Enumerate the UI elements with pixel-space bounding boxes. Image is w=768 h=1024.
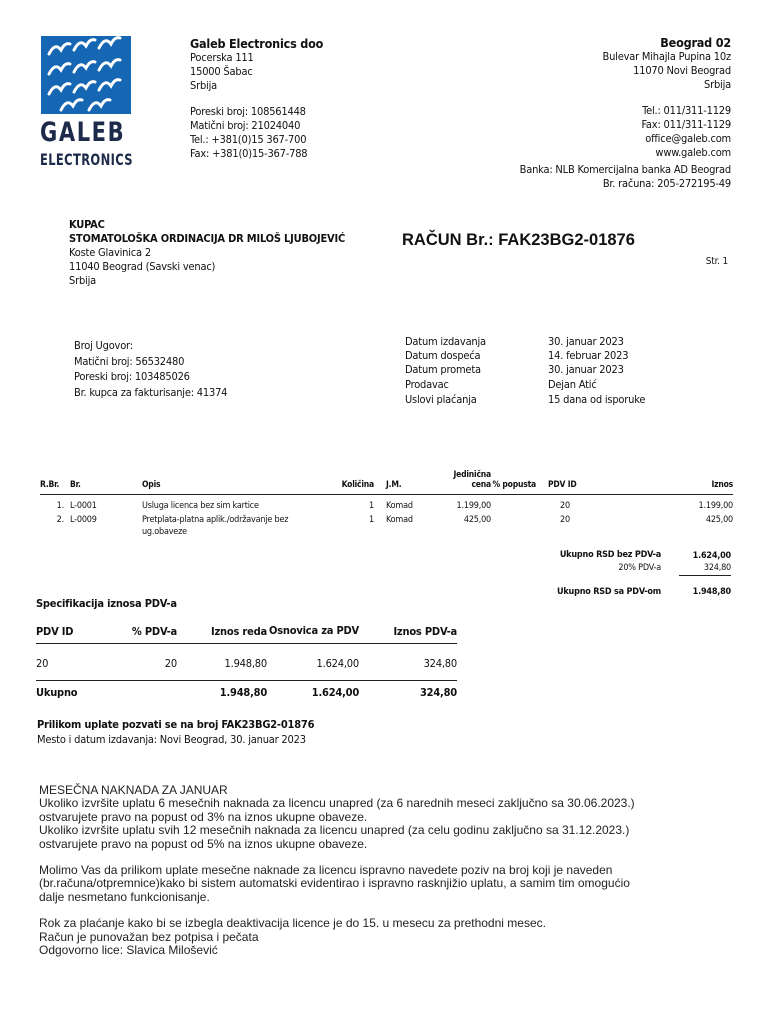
logo-name: GALEB	[40, 117, 126, 148]
date-row	[405, 377, 645, 393]
totals-row	[557, 587, 731, 597]
cell-iznos: 425,00	[705, 514, 733, 525]
totals-block	[557, 549, 731, 597]
date-row	[405, 335, 645, 349]
cell-rbr: 2.	[56, 514, 64, 525]
cell-jm: Komad	[386, 514, 413, 525]
branch-fax: Fax: 011/311-1129	[641, 118, 731, 131]
payment-info	[37, 717, 314, 747]
total-net-label: Ukupno RSD bez PDV-a	[559, 550, 661, 560]
issue-place-date: Mesto i datum izdavanja: Novi Beograd, 30. januar 2023	[37, 733, 306, 746]
note-line: Rok za plaćanje kako bi se izbegla deaktivacija licence je do 15. u mesecu za prethodni mesec.	[39, 916, 546, 931]
company-reg-id: Matični broj: 21024040	[190, 119, 301, 132]
company-fax: Fax: +381(0)15-367-788	[190, 147, 308, 160]
contract-number: Broj Ugovor:	[74, 339, 133, 352]
vat-col-pct: % PDV-a	[131, 625, 177, 638]
col-header-jm: J.M.	[386, 480, 402, 490]
branch-phone: Tel.: 011/311-1129	[642, 104, 731, 117]
date-label: Datum izdavanja	[405, 335, 486, 348]
company-address-line: Srbija	[190, 79, 217, 92]
buyer-block	[69, 218, 345, 288]
company-address-line: Pocerska 111	[190, 51, 254, 64]
seagull-icon	[41, 36, 131, 114]
col-header-iznos: Iznos	[711, 480, 733, 490]
branch-bank: Banka: NLB Komercijalna banka AD Beograd	[519, 163, 731, 176]
cell-cena: 1.199,00	[456, 500, 491, 511]
buyer-name: STOMATOLOŠKA ORDINACIJA DR MILOŠ LJUBOJEVIĆ	[69, 232, 346, 245]
col-header-cena: Jedinična cena	[453, 470, 491, 490]
company-tax-id: Poreski broj: 108561448	[190, 105, 306, 118]
date-value: 30. januar 2023	[548, 335, 624, 348]
date-row	[405, 363, 645, 377]
branch-name: Beograd 02	[660, 35, 731, 50]
totals-row	[557, 549, 731, 562]
cell-kolicina: 1	[369, 514, 374, 525]
invoice-title: RAČUN Br.: FAK23BG2-01876	[402, 231, 635, 249]
col-header-popust: % popusta	[492, 480, 536, 490]
payment-reference: Prilikom uplate pozvati se na broj FAK23BG2-01876	[37, 718, 315, 731]
vat-total-label: Ukupno	[36, 686, 78, 700]
vat-spec-table	[36, 612, 457, 700]
table-row	[40, 494, 733, 512]
total-gross-value: 1.948,80	[692, 587, 731, 597]
note-line: ostvarujete pravo na popust od 3% na iznos ukupne obaveze.	[39, 809, 368, 824]
page-number: Str. 1	[705, 256, 728, 267]
col-header-kolicina: Količina	[341, 480, 374, 490]
vat-col-pdv-id: PDV ID	[36, 625, 74, 638]
note-heading: MESEČNA NAKNADA ZA JANUAR	[39, 783, 228, 797]
date-label: Uslovi plaćanja	[405, 393, 477, 406]
cell-iznos: 1.199,00	[698, 500, 733, 511]
cell-popust	[491, 512, 536, 538]
branch-address-line: Bulevar Mihajla Pupina 10z	[602, 50, 731, 63]
company-phone: Tel.: +381(0)15 367-700	[190, 133, 307, 146]
vat-total-iznos-pdv: 324,80	[420, 686, 457, 700]
buyer-address-line: Srbija	[69, 274, 96, 287]
buyer-tax-id: Poreski broj: 103485026	[74, 370, 190, 383]
date-value: 15 dana od isporuke	[548, 393, 646, 406]
cell-cena: 425,00	[463, 514, 491, 525]
date-value: 14. februar 2023	[548, 349, 629, 362]
cell-br: L-0001	[70, 500, 97, 511]
note-line: Molimo Vas da prilikom uplate mesečne naknade za licencu ispravno navedete poziv na broj koji je naveden	[39, 863, 613, 878]
cell-br: L-0009	[70, 514, 97, 525]
col-header-rbr: R.Br.	[40, 480, 60, 490]
company-block	[190, 36, 323, 161]
branch-account: Br. računa: 205-272195-49	[602, 177, 731, 190]
vat-cell-iznos-reda: 1.948,80	[224, 656, 267, 670]
total-vat-value: 324,80	[679, 562, 731, 575]
buyer-address-line: Koste Glavinica 2	[69, 246, 151, 259]
cell-popust	[491, 494, 536, 512]
date-label: Prodavac	[405, 378, 449, 391]
buyer-reg-id: Matični broj: 56532480	[74, 354, 185, 368]
vat-cell-pct: 20	[164, 656, 177, 670]
vat-total-iznos-reda: 1.948,80	[219, 686, 267, 700]
notes-block	[39, 784, 635, 957]
vat-cell-iznos-pdv: 324,80	[423, 656, 457, 670]
vat-col-iznos-pdv: Iznos PDV-a	[393, 625, 457, 638]
items-header-row	[40, 457, 733, 490]
branch-address-line: Srbija	[704, 78, 731, 91]
cell-opis: Pretplata-platna aplik./održavanje bez ug.obaveze	[142, 514, 289, 537]
buyer-address-line: 11040 Beograd (Savski venac)	[69, 260, 216, 273]
vat-cell-osnovica: 1.624,00	[316, 656, 359, 670]
total-net-value: 1.624,00	[692, 550, 731, 561]
note-line: dalje nesmetano funkcionisanje.	[39, 889, 210, 904]
cell-jm: Komad	[386, 500, 413, 511]
col-header-br: Br.	[70, 480, 81, 490]
branch-address-line: 11070 Novi Beograd	[633, 64, 731, 77]
invoice-dates	[405, 335, 645, 407]
cell-opis: Usluga licenca bez sim kartice	[142, 500, 259, 511]
note-line: ostvarujete pravo na popust od 5% na iznos ukupne obaveze.	[39, 836, 368, 851]
table-row	[40, 512, 733, 538]
cell-kolicina: 1	[369, 500, 374, 511]
date-label: Datum dospeća	[405, 349, 481, 362]
date-value: Dejan Atić	[548, 378, 597, 391]
buyer-label: KUPAC	[69, 218, 105, 231]
vat-total-row	[36, 680, 457, 700]
branch-email[interactable]: office@galeb.com	[645, 132, 731, 145]
vat-row	[36, 643, 457, 675]
buyer-info	[74, 338, 227, 400]
note-line: Ukoliko izvršite uplatu svih 12 mesečnih naknada za licencu unapred (za celu godinu zaključno sa 31.12.2023.)	[39, 823, 630, 838]
company-logo	[41, 36, 131, 114]
date-label: Datum prometa	[405, 363, 481, 376]
col-header-opis: Opis	[142, 480, 161, 490]
date-row	[405, 349, 645, 363]
company-address-line: 15000 Šabac	[190, 65, 253, 78]
note-line: Ukoliko izvršite uplatu 6 mesečnih naknada za licencu unapred (za 6 narednih meseci zaključno sa 30.06.2023.)	[39, 796, 635, 811]
cell-rbr: 1.	[56, 500, 64, 511]
vat-col-iznos-reda: Iznos reda	[211, 625, 267, 638]
vat-header-row	[36, 612, 457, 638]
total-gross-label: Ukupno RSD sa PDV-om	[556, 587, 661, 597]
note-line: Odgovorno lice: Slavica Milošević	[39, 943, 218, 958]
items-table	[40, 457, 733, 538]
note-line: Račun je punovažan bez potpisa i pečata	[39, 929, 259, 944]
vat-total-osnovica: 1.624,00	[311, 686, 359, 700]
total-vat-label: 20% PDV-a	[618, 563, 661, 573]
col-header-pdv-id: PDV ID	[548, 480, 577, 490]
vat-cell-pdv-id: 20	[36, 656, 49, 670]
date-row	[405, 393, 645, 407]
cell-pdv-id: 20	[560, 500, 570, 511]
totals-row	[557, 562, 731, 575]
buyer-billing-number: Br. kupca za fakturisanje: 41374	[74, 385, 228, 399]
logo-subtitle: ELECTRONICS	[40, 150, 133, 169]
branch-website[interactable]: www.galeb.com	[655, 146, 731, 159]
branch-block	[520, 36, 731, 191]
cell-pdv-id: 20	[560, 514, 570, 525]
vat-col-osnovica: Osnovica za PDV	[269, 624, 359, 637]
company-name: Galeb Electronics doo	[190, 36, 324, 51]
date-value: 30. januar 2023	[548, 363, 624, 376]
note-line: (br.računa/otpremnice)kako bi sistem automatski evidentirao i ispravno rasknjižio uplatu, a samim tim omogućio	[39, 876, 630, 891]
vat-spec-title: Specifikacija iznosa PDV-a	[36, 597, 177, 610]
